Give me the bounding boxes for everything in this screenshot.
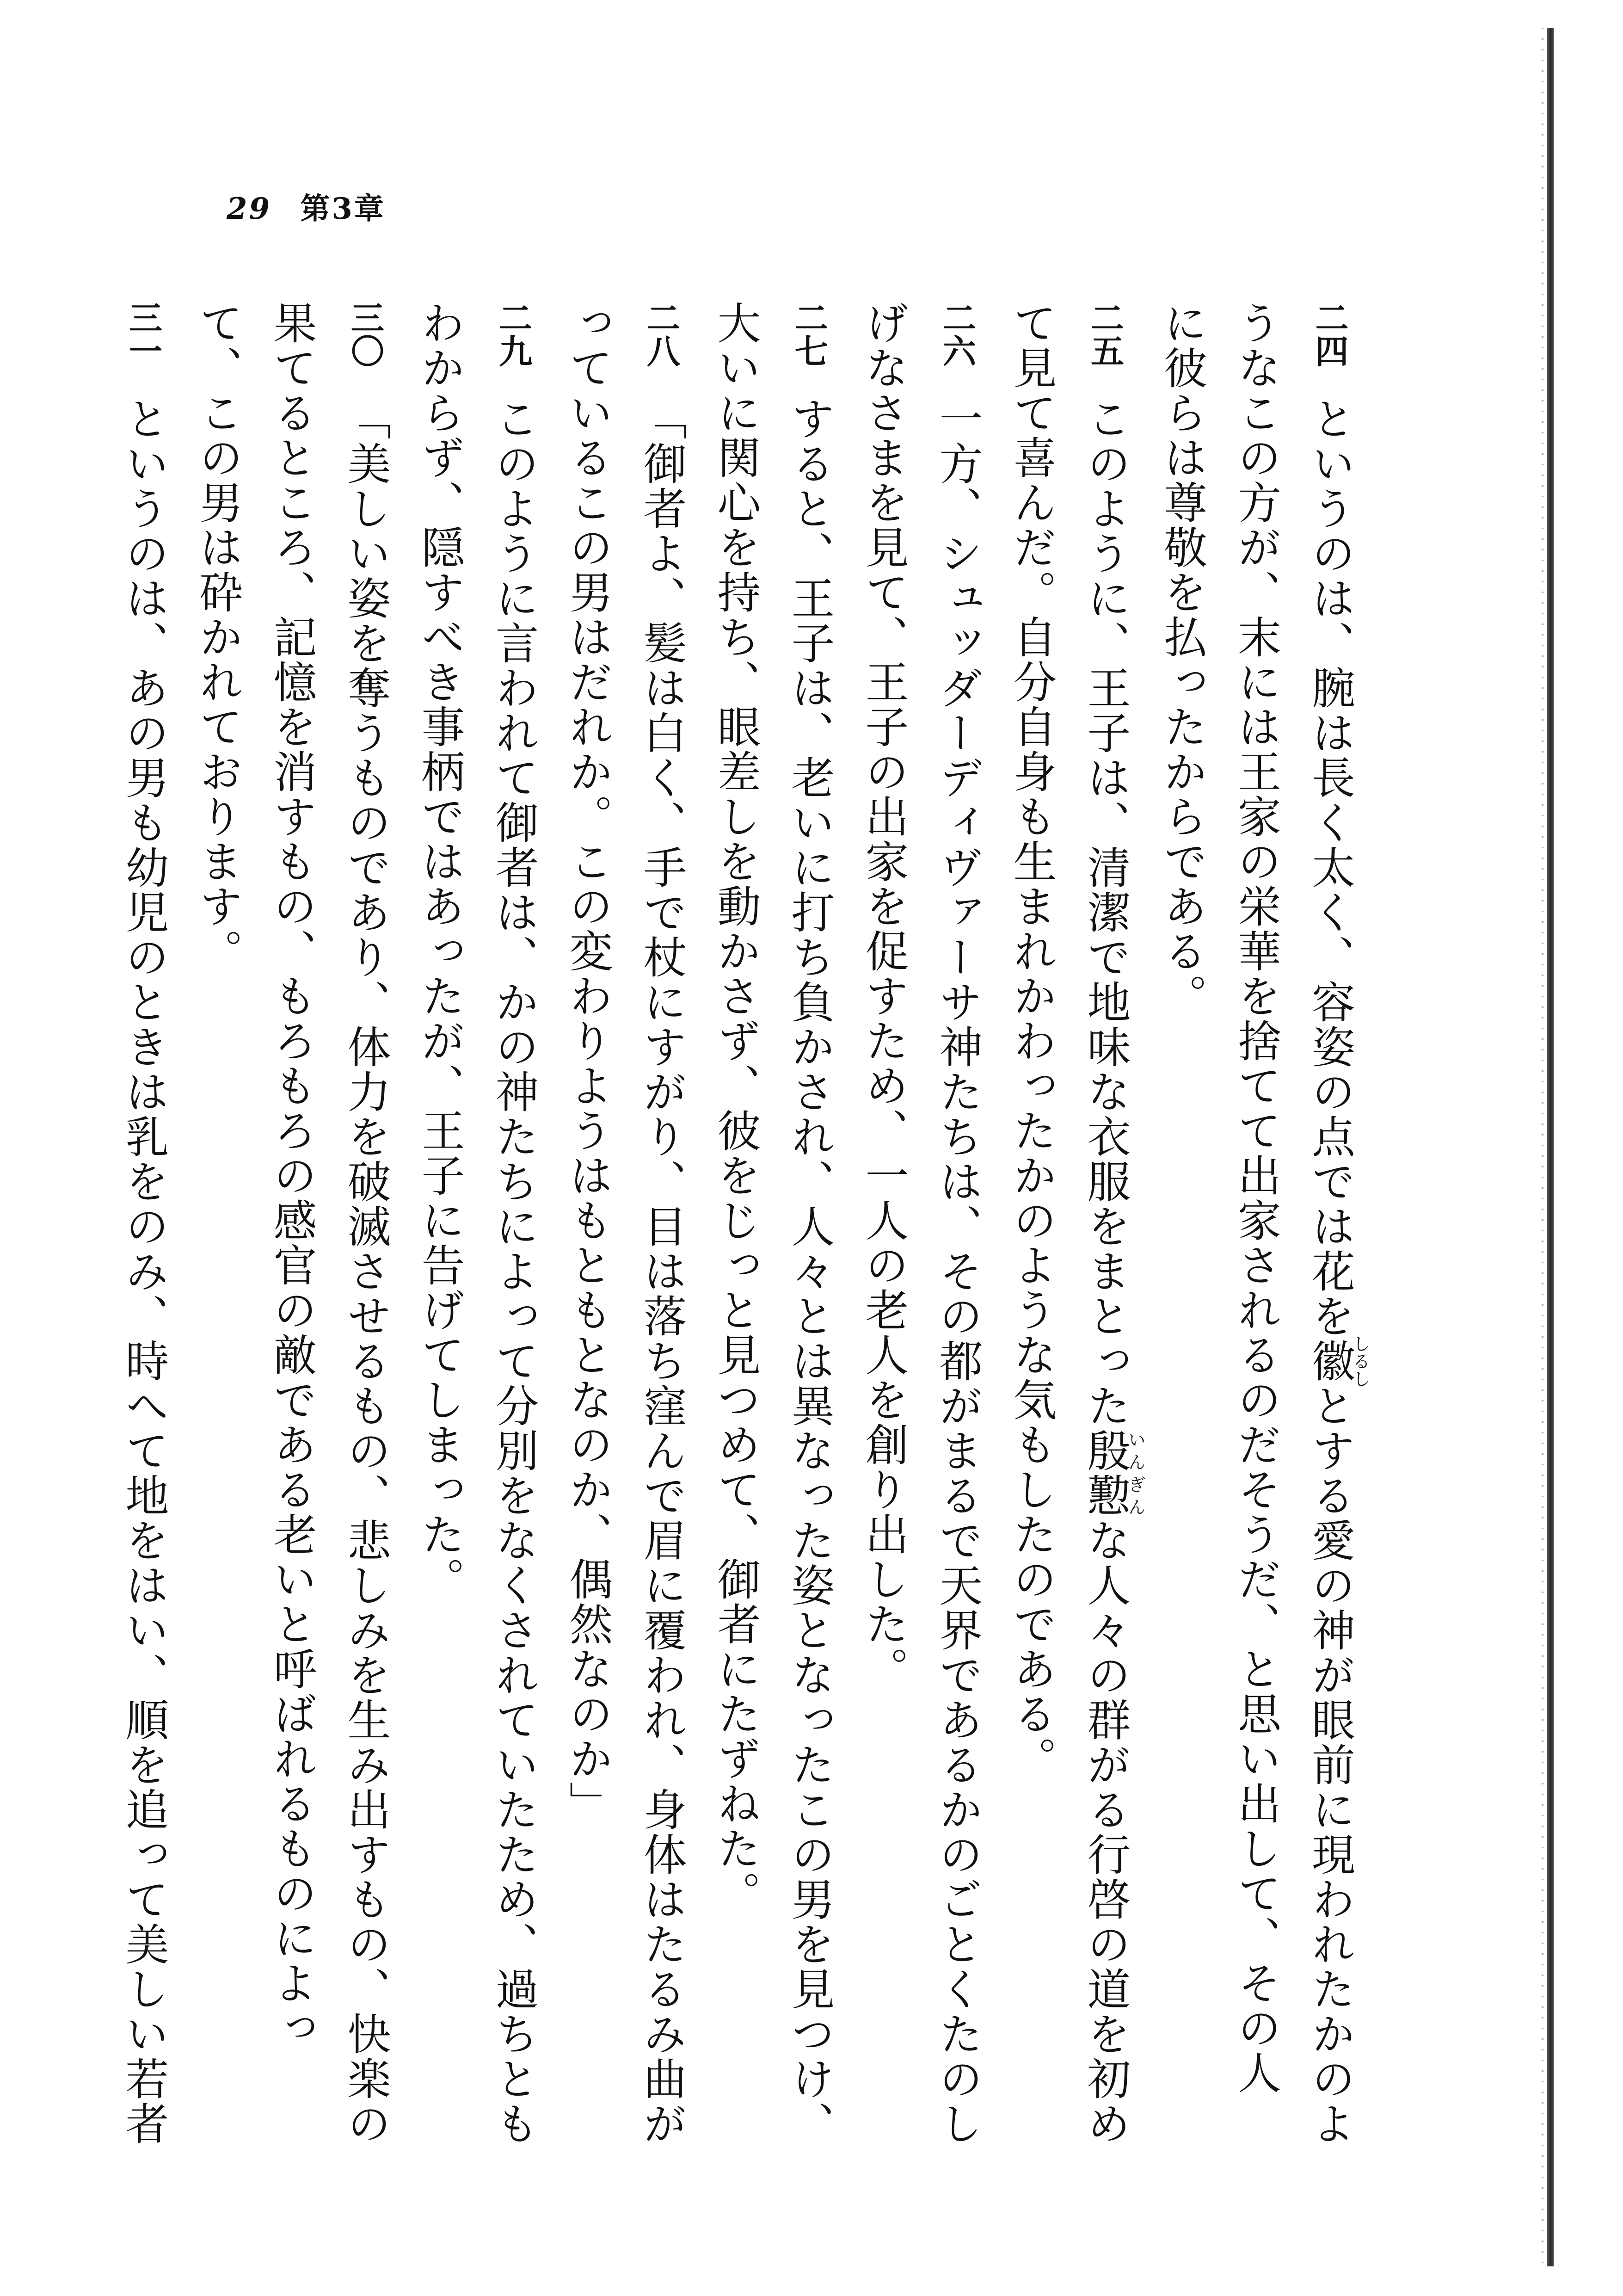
line-text: 果てるところ、記憶を消すもの、もろもろの感官の敵である老いと呼ばれるものによっ bbox=[266, 301, 316, 2050]
line-text: というのは、腕は長く太く、容姿の点では花を bbox=[1304, 396, 1355, 1339]
verse-number: 二四 bbox=[1309, 301, 1349, 367]
ruby-base: 徽 bbox=[1304, 1334, 1355, 1388]
verse-line bbox=[402, 301, 476, 2132]
line-text: 「御者よ、髪は白く、手で杖にすがり、目は落ち窪んで眉に覆われ、身体はたるみ曲が bbox=[636, 396, 686, 2146]
verse-line bbox=[476, 301, 550, 2146]
ruby-word bbox=[1080, 1428, 1146, 1518]
verse-line bbox=[698, 301, 772, 2132]
verse-line bbox=[254, 301, 328, 2132]
verse-line bbox=[106, 301, 180, 2146]
verse-line bbox=[994, 301, 1068, 2132]
verse-line bbox=[180, 301, 254, 2132]
ruby-reading: しるし bbox=[1350, 1334, 1370, 1388]
line-text-continued: な人々の群がる行啓の道を初め bbox=[1080, 1518, 1130, 2146]
body-text bbox=[118, 301, 1370, 2146]
line-text: というのは、あの男も幼児のときは乳をのみ、時へて地をはい、順を追って美しい若者 bbox=[118, 396, 168, 2146]
line-text: うなこの方が、末には王家の栄華を捨てて出家されるのだそうだ、と思い出して、その人 bbox=[1230, 301, 1281, 2095]
verse-line bbox=[772, 301, 846, 2146]
verse-number: 二八 bbox=[641, 301, 681, 367]
page-binding-edge bbox=[1547, 28, 1554, 2266]
page-binding-speckle bbox=[1542, 28, 1543, 2266]
verse-number: 二六 bbox=[937, 301, 977, 367]
line-text: このように、王子は、清潔で地味な衣服をまとった bbox=[1080, 396, 1130, 1428]
verse-line bbox=[1144, 301, 1218, 2132]
line-text-continued: とする愛の神が眼前に現われたかのよ bbox=[1304, 1383, 1355, 2146]
ruby-word bbox=[1304, 1334, 1370, 1388]
page-number: 29 bbox=[227, 191, 272, 226]
verse-number: 三〇 bbox=[345, 301, 385, 367]
verse-line bbox=[550, 301, 624, 2132]
verse-line bbox=[328, 301, 402, 2146]
line-text: わからず、隠すべき事柄ではあったが、王子に告げてしまった。 bbox=[414, 301, 464, 1602]
running-head bbox=[227, 185, 386, 228]
verse-line bbox=[624, 301, 698, 2146]
verse-line bbox=[920, 301, 994, 2146]
line-text: っているこの男はだれか。この変わりようはもともとなのか、偶然なのか」 bbox=[562, 301, 612, 1826]
line-text: 大いに関心を持ち、眼差しを動かさず、彼をじっと見つめて、御者にたずねた。 bbox=[710, 301, 760, 1916]
verse-line bbox=[1292, 301, 1370, 2146]
verse-number: 二五 bbox=[1085, 301, 1125, 367]
verse-line bbox=[846, 301, 920, 2132]
ruby-base: 殷懃 bbox=[1080, 1428, 1130, 1518]
line-text: 一方、シュッダーディヴァーサ神たちは、その都がまるで天界であるかのごとくたのし bbox=[932, 396, 982, 2146]
line-text: て、この男は砕かれております。 bbox=[192, 301, 242, 974]
verse-number: 三一 bbox=[123, 301, 163, 367]
ruby-reading: いんぎん bbox=[1125, 1428, 1146, 1518]
verse-line bbox=[1218, 301, 1292, 2132]
chapter-title: 第3章 bbox=[300, 191, 386, 226]
line-text: このように言われて御者は、かの神たちによって分別をなくされていたため、過ちとも bbox=[488, 396, 538, 2146]
line-text: て見て喜んだ。自分自身も生まれかわったかのような気もしたのである。 bbox=[1006, 301, 1056, 1781]
line-text: 「美しい姿を奪うものであり、体力を破滅させるもの、悲しみを生み出すもの、快楽の bbox=[340, 396, 390, 2146]
line-text: げなさまを見て、王子の出家を促すため、一人の老人を創り出した。 bbox=[858, 301, 908, 1691]
verse-number: 二七 bbox=[789, 301, 829, 367]
line-text: すると、王子は、老いに打ち負かされ、人々とは異なった姿となったこの男を見つけ、 bbox=[784, 396, 834, 2146]
verse-line bbox=[1068, 301, 1146, 2146]
line-text: に彼らは尊敬を払ったからである。 bbox=[1156, 301, 1207, 1018]
verse-number: 二九 bbox=[493, 301, 533, 367]
